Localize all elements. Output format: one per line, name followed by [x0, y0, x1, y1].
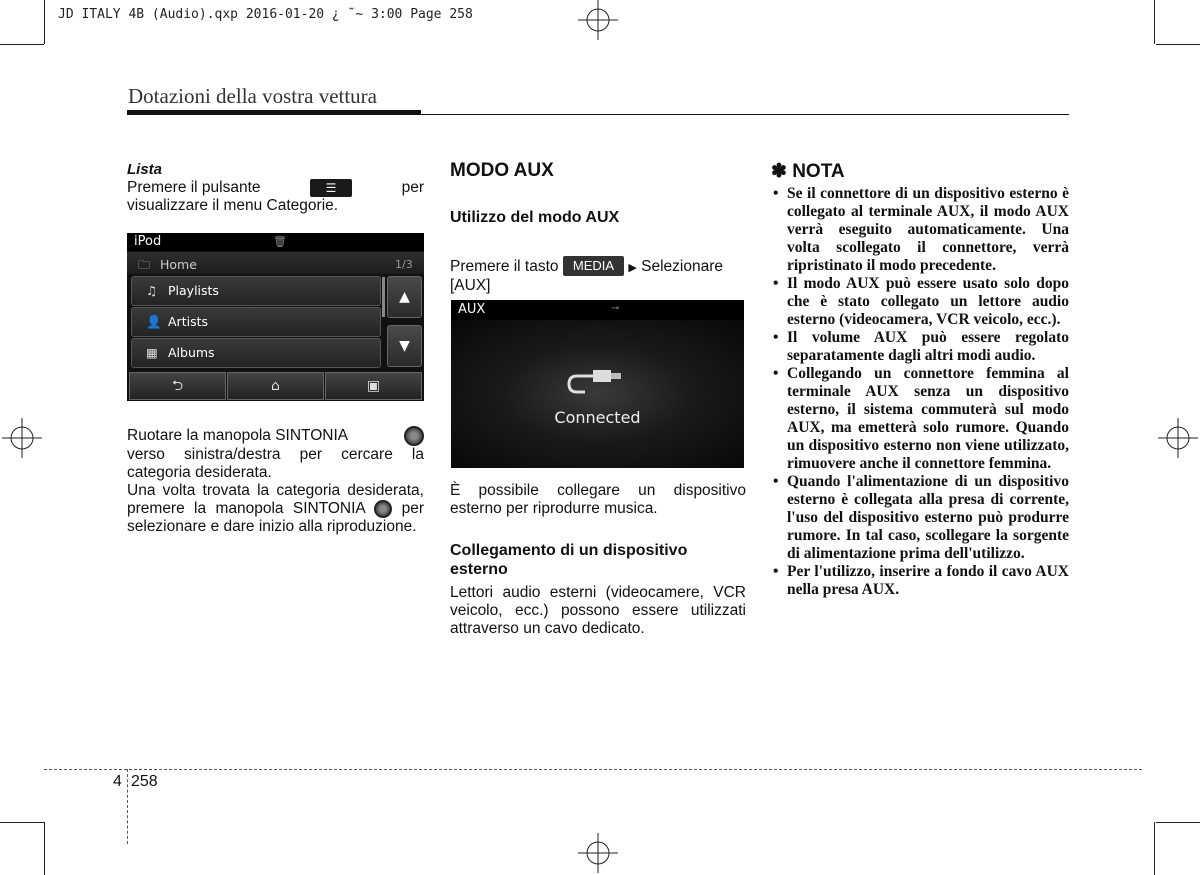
playlist-icon: ♫ — [146, 283, 158, 298]
chapter-number: 4 — [113, 773, 122, 790]
ipod-title: iPod — [134, 234, 162, 249]
paragraph-lettori: Lettori audio esterni (videocamere, VCR veicolo, ecc.) possono essere utilizzati attraverso un cavo dedicato. — [450, 584, 746, 637]
album-icon: ▦ — [146, 345, 158, 360]
page-number: 258 — [131, 773, 158, 790]
list-item: • Per l'utilizzo, inserire a fondo il cavo AUX nella presa AUX. — [771, 563, 1069, 599]
list-item: • Collegando un connettore femmina al terminale AUX senza un dispositivo esterno, il sistema commuterà sul modo AUX, ma emetterà solo rumore. Quando un dispositivo esterno non viene utilizzato, rimuovere anche il connettore femmina. — [771, 365, 1069, 473]
menu-button-icon: ☰ — [310, 179, 352, 197]
list-item: • Il volume AUX può essere regolato separatamente dagli altri modi audio. — [771, 329, 1069, 365]
crop-mark — [0, 822, 44, 823]
footer-dashed-line — [44, 769, 1142, 770]
list-item-albums[interactable]: ▦ Albums — [131, 338, 381, 368]
paragraph-aux-intro: È possibile collegare un dispositivo esterno per riprodurre musica. — [450, 482, 746, 517]
list-item-playlists[interactable]: ♫ Playlists — [131, 276, 381, 306]
person-icon: 👤 — [146, 314, 162, 329]
back-button[interactable]: ⮌ — [129, 372, 226, 400]
crop-mark — [44, 0, 45, 44]
paragraph-1-line-2: visualizzare il menu Categorie. — [127, 197, 339, 214]
aux-status: Connected — [554, 408, 641, 427]
crop-mark — [44, 822, 45, 875]
title-underline-thin — [127, 114, 1069, 115]
list-item: • Quando l'alimentazione di un dispositivo esterno è collegata alla presa di corrente, l'uso del dispositivo esterno può produrre rumore. In tal caso, scollegare la sorgente di alimentazione prima dell'utilizzo. — [771, 473, 1069, 563]
folder-button[interactable]: ▣ — [325, 372, 422, 400]
scroll-down-button[interactable]: ▼ — [387, 325, 422, 367]
column-1 — [127, 160, 424, 215]
crop-mark — [1156, 44, 1200, 45]
registration-mark-left — [2, 418, 42, 458]
subheading-collegamento: Collegamento di un dispositivo esterno — [450, 542, 688, 578]
aux-title-bar — [451, 300, 744, 320]
crop-mark — [0, 44, 44, 45]
media-button-label: MEDIA — [563, 256, 624, 276]
crop-mark — [1156, 822, 1200, 823]
nota-list — [771, 185, 1069, 599]
registration-mark-bottom — [578, 833, 618, 873]
scrollbar[interactable] — [382, 277, 385, 317]
crop-mark — [1154, 822, 1155, 875]
aux-title: AUX — [458, 302, 486, 317]
ipod-screen-image — [127, 233, 424, 401]
paragraph-media: Premere il tasto MEDIA ▶ Selezionare [AUX] — [450, 258, 723, 294]
subheading-utilizzo: Utilizzo del modo AUX — [450, 209, 620, 226]
folder-icon: 🗀 — [138, 258, 151, 272]
modo-aux-title: MODO AUX — [450, 160, 554, 181]
trash-icon: 🗑 — [273, 235, 287, 248]
nota-title: ✽ NOTA — [771, 161, 845, 182]
paragraph-2: Ruotare la manopola SINTONIA verso sinistra/destra per cercare la categoria desiderata. — [127, 427, 424, 481]
list-item-artists[interactable]: 👤 Artists — [131, 307, 381, 337]
registration-mark-right — [1158, 418, 1198, 458]
list-item: • Il modo AUX può essere usato solo dopo che è stato collegato un lettore audio esterno (videocamera, VCR veicolo, ecc.). — [771, 275, 1069, 329]
aux-screen-image — [451, 300, 744, 468]
home-button[interactable]: ⌂ — [227, 372, 324, 400]
paragraph-1-line-1: Premere il pulsante ☰ per — [127, 179, 424, 196]
ipod-path: Home — [160, 257, 197, 272]
scroll-up-button[interactable]: ▲ — [387, 276, 422, 318]
arrow-right-icon: ▶ — [628, 262, 637, 274]
footer-dashed-divider — [127, 769, 128, 844]
paragraph-3: Una volta trovata la categoria desiderata, premere la manopola SINTONIA per selezionare e dare inizio alla riproduzione. — [127, 482, 425, 536]
lista-label: Lista — [127, 161, 163, 178]
tune-knob-icon — [404, 426, 424, 446]
section-title: Dotazioni della vostra vettura — [128, 84, 377, 108]
ipod-page-indicator: 1/3 — [395, 258, 413, 271]
tune-knob-icon — [374, 500, 392, 518]
registration-mark-top — [578, 0, 618, 40]
aux-cable-small-icon: ⊸ — [611, 303, 620, 314]
list-item: • Se il connettore di un dispositivo esterno è collegato al terminale AUX, il modo AUX verrà eseguito automaticamente. Una volta scollegato il connettore, verrà ripristinato il modo precedente. — [771, 185, 1069, 275]
print-header-meta: JD ITALY 4B (Audio).qxp 2016-01-20 ¿ ˜~ 3:00 Page 258 — [58, 7, 473, 22]
crop-mark — [1154, 0, 1155, 44]
aux-cable-icon — [563, 364, 627, 400]
